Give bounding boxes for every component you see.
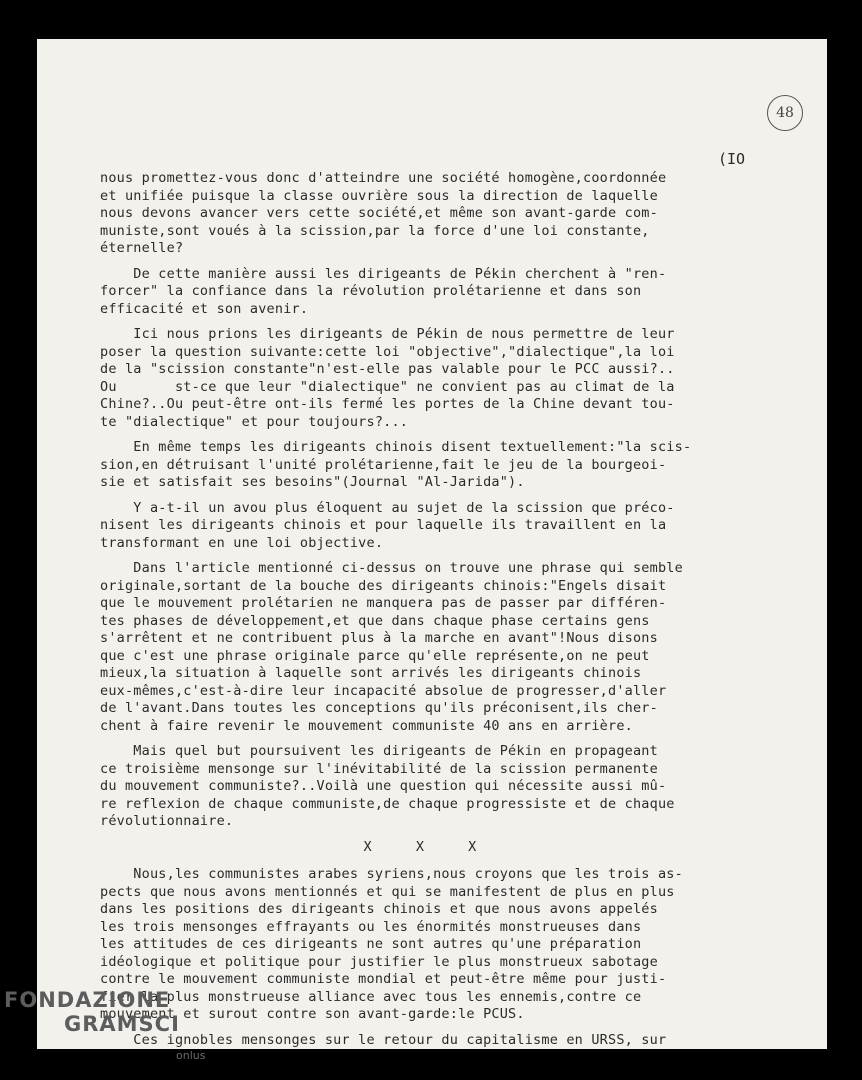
paragraph — [100, 500, 790, 553]
paragraph — [100, 743, 790, 831]
text-line: Chine?..Ou peut-être ont-ils fermé les portes de la Chine devant tou- — [100, 396, 675, 412]
text-line: mieux,la situation à laquelle sont arrivés les dirigeants chinois — [100, 665, 642, 681]
text-line: te "dialectique" et pour toujours?... — [100, 413, 409, 430]
text-line: s'arrêtent et ne contribuent plus à la marche en avant"!Nous disons — [100, 630, 658, 646]
text-line: En même temps les dirigeants chinois disent textuellement:"la scis- — [100, 439, 692, 455]
text-line: de l'avant.Dans toutes les conceptions qu'ils préconisent,ils cher- — [100, 700, 658, 716]
text-line: sion,en détruisant l'unité prolétarienne,fait le jeu de la bourgeoi- — [100, 456, 667, 473]
archive-page-number: 48 — [776, 105, 794, 121]
text-line: pects que nous avons mentionnés et qui se manifestent de plus en plus — [100, 883, 675, 900]
paragraph — [100, 1032, 790, 1050]
paragraph — [100, 560, 790, 735]
watermark-line-2: GRAMSCI — [64, 1012, 180, 1036]
text-line: nous devons avancer vers cette société,et même son avant-garde com- — [100, 205, 658, 221]
text-line: Ou st-ce que leur "dialectique" ne convient pas au climat de la — [100, 378, 675, 395]
text-line: idéologique et politique pour justifier le plus monstrueux sabotage — [100, 953, 658, 970]
paragraphs-after-separator — [100, 866, 790, 1049]
paragraph — [100, 866, 790, 1024]
text-line: dans les positions des dirigeants chinois et que nous avons appelés — [100, 901, 658, 917]
text-line: fier la plus monstrueuse alliance avec tous les ennemis,contre ce — [100, 988, 642, 1005]
separator-mark: X — [415, 838, 425, 855]
archive-page-number-stamp — [767, 95, 803, 131]
text-line: de la "scission constante"n'est-elle pas valable pour le PCC aussi?.. — [100, 361, 675, 377]
text-line: muniste,sont voués à la scission,par la force d'une loi constante, — [100, 222, 650, 239]
separator-mark: X — [363, 838, 372, 855]
text-line: Nous,les communistes arabes syriens,nous croyons que les trois as- — [100, 866, 683, 882]
text-line: originale,sortant de la bouche des dirigeants chinois:"Engels disait — [100, 577, 667, 594]
text-line: sie et satisfait ses besoins"(Journal "Al-Jarida"). — [100, 474, 525, 490]
text-line: Mais quel but poursuivent les dirigeants de Pékin en propageant — [100, 743, 658, 759]
text-line: De cette manière aussi les dirigeants de Pékin cherchent à "ren- — [100, 265, 667, 282]
paragraph — [100, 439, 790, 492]
fondazione-gramsci-watermark — [4, 988, 206, 1062]
text-line: éternelle? — [100, 240, 184, 256]
document-body — [100, 170, 790, 1057]
text-line: révolutionnaire. — [100, 813, 234, 829]
text-line: Dans l'article mentionné ci-dessus on trouve une phrase qui semble — [100, 560, 683, 576]
text-line: nisent les dirigeants chinois et pour laquelle ils travaillent en la — [100, 517, 667, 533]
text-line: transformant en une loi objective. — [100, 534, 384, 551]
page-marker: (IO — [718, 150, 746, 168]
text-line: mouvement et surout contre son avant-garde:le PCUS. — [100, 1006, 525, 1022]
text-line: Ces ignobles mensonges sur le retour du capitalisme en URSS, sur — [100, 1031, 667, 1048]
section-separator — [100, 839, 790, 857]
text-line: contre le mouvement communiste mondial et peut-être même pour justi- — [100, 971, 667, 987]
text-line: nous promettez-vous donc d'atteindre une société homogène,coordonnée — [100, 170, 667, 186]
text-line: les attitudes de ces dirigeants ne sont autres qu'une préparation — [100, 936, 642, 952]
text-line: tes phases de développement,et que dans chaque phase certains gens — [100, 612, 650, 629]
text-line: poser la question suivante:cette loi "objective","dialectique",la loi — [100, 343, 675, 360]
text-line: Ici nous prions les dirigeants de Pékin de nous permettre de leur — [100, 326, 675, 342]
text-line: ce troisième mensonge sur l'inévitabilité de la scission permanente — [100, 760, 658, 777]
separator-mark: X — [468, 838, 477, 855]
text-line: les trois mensonges effrayants ou les énormités monstrueuses dans — [100, 918, 642, 935]
paragraph — [100, 326, 790, 431]
text-line: eux-mêmes,c'est-à-dire leur incapacité absolue de progresser,d'aller — [100, 682, 667, 699]
text-line: forcer" la confiance dans la révolution prolétarienne et dans son — [100, 283, 642, 299]
paragraph — [100, 170, 790, 258]
paragraphs-before-separator — [100, 170, 790, 831]
text-line: et unifiée puisque la classe ouvrière sous la direction de laquelle — [100, 187, 658, 204]
watermark-line-3: onlus — [176, 1049, 206, 1062]
text-line: que c'est une phrase originale parce qu'elle représente,on ne peut — [100, 647, 650, 664]
text-line: du mouvement communiste?..Voilà une question qui nécessite aussi mû- — [100, 778, 667, 794]
watermark-line-1: FONDAZIONE — [4, 988, 171, 1012]
text-line: Y a-t-il un avou plus éloquent au sujet de la scission que préco- — [100, 499, 675, 516]
text-line: chent à faire revenir le mouvement communiste 40 ans en arrière. — [100, 717, 633, 734]
text-line: efficacité et son avenir. — [100, 300, 309, 317]
text-line: re reflexion de chaque communiste,de chaque progressiste et de chaque — [100, 795, 675, 812]
paragraph — [100, 266, 790, 319]
text-line: que le mouvement prolétarien ne manquera pas de passer par différen- — [100, 595, 667, 611]
